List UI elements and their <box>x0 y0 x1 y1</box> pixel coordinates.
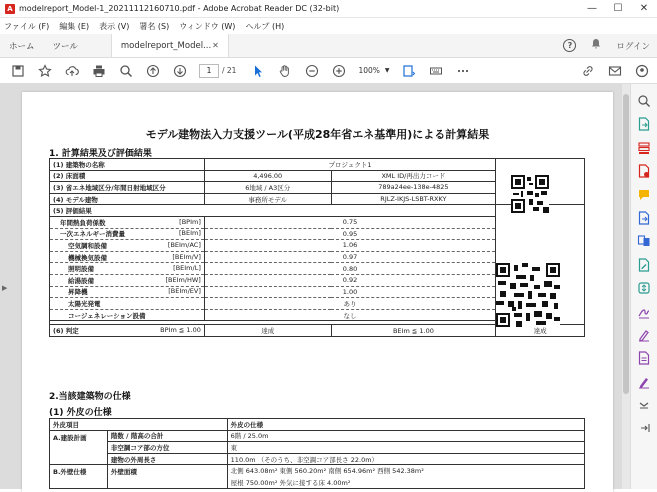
combine-files-icon[interactable] <box>635 232 653 250</box>
table-cell: 事務所モデル <box>204 193 331 205</box>
table-cell: 階数 / 階高の合計 <box>107 430 227 442</box>
table-cell: B.外壁仕様 <box>50 465 108 488</box>
table-header-cell: 外皮の仕様 <box>227 419 584 431</box>
edit-pdf-icon[interactable] <box>635 256 653 274</box>
table-cell: 6地域 / A3区分 <box>204 182 331 194</box>
tab-tools[interactable]: ツール <box>52 41 78 52</box>
menu-help[interactable]: ヘルプ (H) <box>245 21 285 31</box>
search-icon[interactable] <box>635 92 653 110</box>
fit-page-icon[interactable] <box>396 58 423 84</box>
menu-view[interactable]: 表示 (V) <box>99 21 130 31</box>
table-cell: 照明設備 [BEIm/L] <box>50 263 205 275</box>
title-bar <box>0 0 657 18</box>
table-cell: (3) 省エネ地域区分/年間日射地域区分 <box>50 182 205 194</box>
menu-window[interactable]: ウィンドウ (W) <box>179 21 236 31</box>
table-cell: RJLZ-IKJS-LSBT-RXKY <box>331 193 496 205</box>
create-pdf-icon[interactable] <box>635 162 653 180</box>
envelope-table <box>49 418 585 489</box>
left-panel-toggle-icon[interactable]: ▶ <box>2 284 8 292</box>
zoom-level: 100% <box>358 66 380 75</box>
table-cell: 機械換気設備 [BEIm/V] <box>50 251 205 263</box>
section-2-heading: 2.当該建築物の仕様 <box>49 392 131 402</box>
qr-code-large <box>496 263 560 327</box>
table-cell: 北側 643.08m² 東側 560.20m² 南側 654.96m² 西側 542.38m² <box>227 465 584 477</box>
upload-cloud-icon[interactable] <box>58 58 85 84</box>
account-icon[interactable] <box>628 58 655 84</box>
table-cell: 789a24ee-138e-4825 <box>331 182 496 194</box>
table-cell: 年間熱負荷係数 [BPIm] <box>50 216 205 228</box>
maximize-button[interactable]: ☐ <box>613 3 623 14</box>
chevron-down-icon: ▼ <box>384 67 390 74</box>
section-1-heading: 1. 計算結果及び評価結果 <box>49 149 152 159</box>
table-cell: 外壁面積 <box>107 465 227 488</box>
document-viewer[interactable] <box>0 84 630 489</box>
table-cell: (4) モデル建物 <box>50 193 205 205</box>
table-cell: (2) 床面積 <box>50 170 205 182</box>
table-row <box>50 419 585 431</box>
table-cell: 達成 <box>204 325 331 337</box>
table-cell: なし <box>204 309 495 321</box>
table-cell: 一次エネルギー消費量 [BEIm] <box>50 228 205 240</box>
qr-code-small <box>511 175 549 213</box>
print-icon[interactable] <box>85 58 112 84</box>
zoom-in-icon[interactable] <box>325 58 352 84</box>
table-cell: 1.00 <box>204 286 495 298</box>
zoom-out-icon[interactable] <box>298 58 325 84</box>
share-icon[interactable] <box>635 209 653 227</box>
table-cell: あり <box>204 298 495 310</box>
page-number-input[interactable]: 1 <box>199 64 219 78</box>
tools-sidebar <box>630 84 657 489</box>
table-cell: (1) 建築物の名称 <box>50 159 205 171</box>
menu-bar <box>0 18 657 34</box>
table-cell: 4,496.00 <box>204 170 331 182</box>
table-cell: 110.0m （そのうち、非空調コア部長さ 22.0m） <box>227 453 584 465</box>
page-title: モデル建物法入力支援ツール(平成28年省エネ基準用)による計算結果 <box>145 128 490 141</box>
toolbar <box>0 58 657 84</box>
search-icon[interactable] <box>112 58 139 84</box>
table-row <box>50 453 585 465</box>
fill-sign-icon[interactable] <box>635 303 653 321</box>
next-page-icon[interactable] <box>166 58 193 84</box>
tab-document-label: modelreport_Model... <box>120 40 212 51</box>
save-icon[interactable] <box>4 58 31 84</box>
section-2-1-heading: (1) 外皮の仕様 <box>49 408 112 418</box>
tab-document[interactable] <box>111 34 229 57</box>
acrobat-app-icon: A <box>5 4 15 14</box>
table-cell: (6) 判定 BPIm ≦ 1.00 <box>50 325 205 337</box>
table-cell: 非空調コア部の方位 <box>107 442 227 454</box>
collapse-panel-icon[interactable] <box>635 419 653 437</box>
window-title: modelreport_Model-1_20211112160710.pdf - Adobe Acrobat Reader DC (32-bit) <box>19 4 340 13</box>
table-cell: 東 <box>227 442 584 454</box>
page-count: / 21 <box>222 66 237 75</box>
vertical-scrollbar[interactable] <box>622 84 630 489</box>
notification-bell-icon[interactable] <box>590 38 602 53</box>
table-cell: 給湯設備 [BEIm/HW] <box>50 274 205 286</box>
tab-close-icon[interactable]: ✕ <box>212 41 219 50</box>
table-cell: 0.95 <box>204 228 495 240</box>
table-row <box>50 159 585 171</box>
table-cell: 6階 / 25.0m <box>227 430 584 442</box>
table-cell: 屋根 750.00m² 外気に接する床 4.00m² <box>227 476 584 488</box>
table-cell: 0.97 <box>204 251 495 263</box>
help-icon[interactable]: ? <box>563 39 576 52</box>
scrollbar-thumb[interactable] <box>623 94 629 394</box>
email-icon[interactable] <box>601 58 628 84</box>
menu-edit[interactable]: 編集 (E) <box>59 21 90 31</box>
menu-sign[interactable]: 署名 (S) <box>139 21 170 31</box>
previous-page-icon[interactable] <box>139 58 166 84</box>
protect-icon[interactable] <box>635 349 653 367</box>
tab-home[interactable]: ホーム <box>9 41 35 52</box>
send-for-review-icon[interactable] <box>635 373 653 391</box>
hand-tool-icon[interactable] <box>271 58 298 84</box>
tab-bar <box>0 34 657 58</box>
table-cell: 1.06 <box>204 240 495 252</box>
more-options-icon[interactable] <box>450 58 477 84</box>
more-tools-icon[interactable] <box>635 396 653 414</box>
table-row <box>50 465 585 477</box>
bookmark-star-icon[interactable] <box>31 58 58 84</box>
table-cell: 昇降機 [BEIm/EV] <box>50 286 205 298</box>
table-cell: XML ID/再出力コード <box>331 170 496 182</box>
share-link-icon[interactable] <box>574 58 601 84</box>
table-header-cell: 外皮項目 <box>50 419 228 431</box>
table-cell: プロジェクト1 <box>204 159 495 171</box>
table-cell: A.建設計画 <box>50 430 108 465</box>
table-cell: 建物の外周長さ <box>107 453 227 465</box>
compress-pdf-icon[interactable] <box>635 279 653 297</box>
comment-icon[interactable] <box>635 186 653 204</box>
keyboard-icon[interactable] <box>423 58 450 84</box>
table-cell: コージェネレーション設備 <box>50 309 205 321</box>
table-cell: 0.80 <box>204 263 495 275</box>
login-button[interactable]: ログイン <box>616 41 650 52</box>
table-cell: BEIm ≦ 1.00 <box>331 325 496 337</box>
organize-pages-icon[interactable] <box>635 139 653 157</box>
close-window-button[interactable]: ✕ <box>639 3 649 14</box>
menu-file[interactable]: ファイル (F) <box>4 21 50 31</box>
table-cell: (5) 評価結果 <box>50 205 496 217</box>
zoom-dropdown[interactable] <box>358 66 389 75</box>
table-row <box>50 430 585 442</box>
pdf-page <box>22 92 613 492</box>
table-row <box>50 205 585 217</box>
table-cell: 空気調和設備 [BEIm/AC] <box>50 240 205 252</box>
table-cell: 太陽光発電 <box>50 298 205 310</box>
minimize-button[interactable]: — <box>587 3 597 14</box>
table-cell: 0.75 <box>204 216 495 228</box>
table-cell: 達成 <box>496 325 585 337</box>
export-pdf-icon[interactable] <box>635 115 653 133</box>
table-row <box>50 442 585 454</box>
select-cursor-icon[interactable] <box>244 58 271 84</box>
request-signature-icon[interactable] <box>635 326 653 344</box>
table-cell: 0.92 <box>204 274 495 286</box>
